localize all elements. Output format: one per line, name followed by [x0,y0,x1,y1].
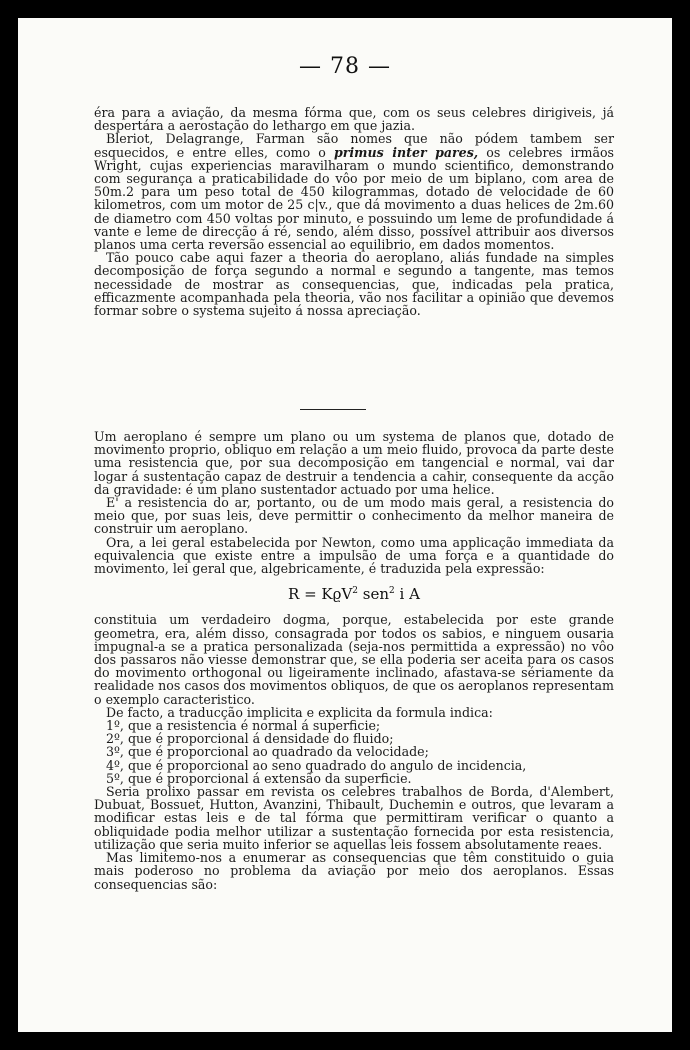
body-paragraph-3: Ora, a lei geral estabelecida por Newton, como uma applicação immediata da equivalencia que existe entre a impulsão de uma força e a quantidade do movimento, lei geral que, algebricamente, é traduzida pela expressão: [94,534,614,577]
italic-phrase: primus inter pares, [333,144,479,160]
list-item-3: 3º, que é proporcional ao quadrado da velocidade; [106,744,429,760]
body2-paragraph-3: Seria prolixo passar em revista os celebres trabalhos de Borda, d'Alembert, Dubuat, Bossuet, Hutton, Avanzini, Thibault, Duchemin e outros, que levaram a modificar estas leis e de tal fórma que permittiram verificar o quanto a obliquidade podia melhor utilizar a sustentação fornecida por esta resistencia, utilização que seria muito inferior se aquellas leis fossem absolutamente reaes. [94,784,614,852]
formula-mid: sen [358,585,390,604]
formula-lhs: R = KϱV [288,585,353,604]
body2-paragraph-1: constituia um verdadeiro dogma, porque, estabelecida por este grande geometra, era, além disso, consagrada por todos os sabios, e ninguem ousaria impugnal-a se a pratica personalizada (seja-nos permittida a expressão) no vôo dos passaros não viesse demonstrar que, se ella poderia ser aceita para os casos do movimento orthogonal ou ligeiramente inclinado, afastava-se sériamente da realidade nos casos dos movimentos obliquos, de que os aeroplanos representam o exemplo caracteristico. [94,612,614,707]
formula-exp1: 2 [352,586,359,597]
body-paragraph-2: E' a resistencia do ar, portanto, ou de um modo mais geral, a resistencia do meio que, por suas leis, deve permittir o conhecimento da melhor maneira de construir um aeroplano. [94,495,614,537]
section-divider [300,409,366,410]
intro-section [94,106,614,317]
list-item-1: 1º, que a resistencia é normal á superficie; [106,718,381,734]
intro-paragraph-1: éra para a aviação, da mesma fórma que, com os seus celebres dirigiveis, já despertára a aerostação do lethargo em que jazia. [94,105,614,134]
body2-paragraph-4: Mas limitemo-nos a enumerar as consequencias que têm constituido o guia mais poderoso no problema da aviação por meio dos aeroplanos. Essas consequencias são: [94,850,614,892]
document-page [18,18,672,1032]
list-item-5: 5º, que é proporcional á extensão da superficie. [106,770,412,786]
intro-paragraph-2 [94,132,614,251]
intro-paragraph-3: Tão pouco cabe aqui fazer a theoria do aeroplano, aliás fundade na simples decomposição de força segundo a normal e segundo a tangente, mas temos necessidade de mostrar as consequencias, que, indicadas pela pratica, efficazmente acompanhada pela theoria, vão nos facilitar a opinião que devemos formar sobre o systema sujeito á nossa apreciação. [94,250,614,319]
page-number: — 78 — [299,54,391,79]
main-section [94,430,614,891]
formula-rhs: i A [394,585,420,604]
body2-paragraph-2: De facto, a traducção implicita e explicita da formula indica: [106,704,493,720]
list-item-2: 2º, que é proporcional á densidade do fluido; [106,731,394,747]
intro-paragraph-2-end: os celebres irmãos Wright, cujas experiencias maravilharam o mundo scientifico, demonstrando com segurança a praticabilidade do vôo por meio de um biplano, com area de 50m.2 para um peso total de 450 kilogrammas, dotado de velocidade de 60 kilometros, com um motor de 25 c|v., que dá movimento a duas helices de 2m.60 de diametro com 450 voltas por minuto, e possuindo um leme de profundidade á vante e leme de direcção á ré, sendo, além disso, possível attribuir aos diversos planos uma certa reversão essencial ao equilibrio, em dados momentos. [94,144,614,253]
formula [94,585,614,604]
intro-paragraph-2-start: Bleriot, Delagrange, Farman são nomes que não pódem tambem ser esquecidos, e entre elles, como o [94,131,614,160]
formula-exp2: 2 [389,586,395,597]
list-item-4: 4º, que é proporcional ao seno quadrado do angulo de incidencia, [106,757,527,773]
body-paragraph-1: Um aeroplano é sempre um plano ou um systema de planos que, dotado de movimento proprio, obliquo em relação a um meio fluido, provoca da parte deste uma resistencia que, por sua decomposição em tangencial e normal, vai dar logar á sustentação capaz de destruir a tendencia a cahir, consequente da acção da gravidade: é um plano sustentador actuado por uma helice. [94,429,614,497]
